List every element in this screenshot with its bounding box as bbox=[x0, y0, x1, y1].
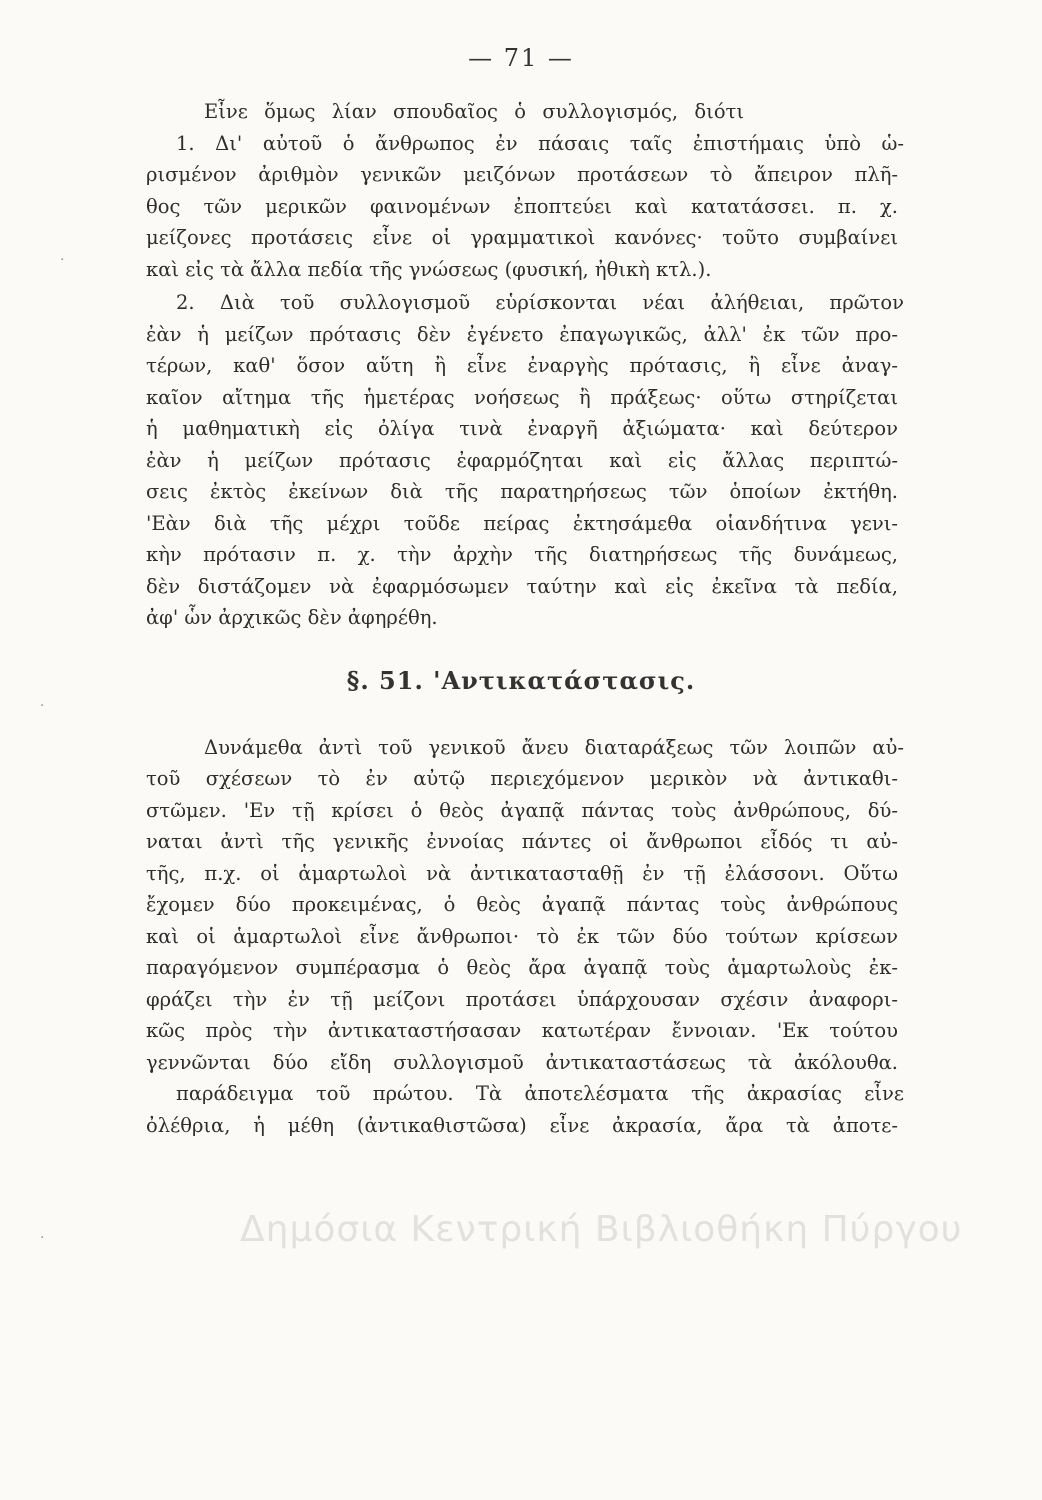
text-line: ἀφ' ὧν ἀρχικῶς δὲν ἀφηρέθη. bbox=[146, 606, 438, 629]
text-line: παράδειγμα τοῦ πρώτου. Τὰ ἀποτελέσματα τῆς ἀκρασίας εἶνε bbox=[176, 1082, 904, 1105]
text-line: καὶ εἰς τὰ ἄλλα πεδία τῆς γνώσεως (φυσική, ἠθικὴ κτλ.). bbox=[146, 257, 712, 281]
text-line: ρισμένον ἀριθμὸν γενικῶν μειζόνων προτάσεων τὸ ἄπειρον πλῆ- bbox=[146, 163, 898, 186]
text-line: καῖον αἴτημα τῆς ἡμετέρας νοήσεως ἢ πράξεως· οὕτω στηρίζεται bbox=[146, 385, 898, 409]
text-line: τέρων, καθ' ὅσον αὕτη ἢ εἶνε ἐναργὴς πρότασις, ἢ εἶνε ἀναγ- bbox=[146, 354, 898, 377]
text-line: ναται ἀντὶ τῆς γενικῆς ἐννοίας πάντες οἱ ἄνθρωποι εἶδός τι αὐ- bbox=[146, 830, 898, 853]
page-number: — 71 — bbox=[468, 44, 574, 72]
text-line: 1. Δι' αὐτοῦ ὁ ἄνθρωπος ἐν πάσαις ταῖς ἐπιστήμαις ὑπὸ ὡ- bbox=[176, 131, 904, 155]
text-line: τοῦ σχέσεων τὸ ἐν αὐτῷ περιεχόμενον μερικὸν νὰ ἀντικαθι- bbox=[146, 767, 898, 790]
text-line: ἡ μαθηματικὴ εἰς ὀλίγα τινὰ ἐναργῆ ἀξιώματα· καὶ δεύτερον bbox=[146, 417, 898, 440]
library-watermark: Δημόσια Κεντρική Βιβλιοθήκη Πύργου bbox=[240, 1209, 963, 1250]
text-line: στῶμεν. 'Εν τῇ κρίσει ὁ θεὸς ἀγαπᾷ πάντας τοὺς ἀνθρώπους, δύ- bbox=[146, 798, 898, 822]
text-line: κῶς πρὸς τὴν ἀντικαταστήσασαν κατωτέραν ἔννοιαν. 'Εκ τούτου bbox=[146, 1019, 898, 1042]
text-line: ἐὰν ἡ μείζων πρότασις ἐφαρμόζηται καὶ εἰς ἄλλας περιπτώ- bbox=[146, 448, 898, 472]
text-line: ἔχομεν δύο προκειμένας, ὁ θεὸς ἀγαπᾷ πάντας τοὺς ἀνθρώπους bbox=[146, 893, 898, 916]
text-line: γεννῶνται δύο εἴδη συλλογισμοῦ ἀντικαταστάσεως τὰ ἀκόλουθα. bbox=[146, 1050, 898, 1074]
text-line: Εἶνε ὅμως λίαν σπουδαῖος ὁ συλλογισμός, διότι bbox=[204, 100, 744, 123]
section-heading: §. 51. 'Αντικατάστασις. bbox=[346, 665, 696, 695]
text-line: παραγόμενον συμπέρασμα ὁ θεὸς ἄρα ἀγαπᾷ τοὺς ἁμαρτωλοὺς ἐκ- bbox=[146, 956, 898, 979]
margin-speck: · bbox=[60, 252, 65, 268]
text-line: τῆς, π.χ. οἱ ἁμαρτωλοὶ νὰ ἀντικατασταθῇ ἐν τῇ ἐλάσσονι. Οὕτω bbox=[146, 861, 898, 885]
margin-speck: · bbox=[40, 698, 45, 714]
text-line: ὀλέθρια, ἡ μέθη (ἀντικαθιστῶσα) εἶνε ἀκρασία, ἄρα τὰ ἀποτε- bbox=[146, 1113, 898, 1137]
text-line: Δυνάμεθα ἀντὶ τοῦ γενικοῦ ἄνευ διαταράξεως τῶν λοιπῶν αὐ- bbox=[204, 735, 904, 759]
text-line: ἐὰν ἡ μείζων πρότασις δὲν ἐγένετο ἐπαγωγικῶς, ἀλλ' ἐκ τῶν προ- bbox=[146, 322, 898, 346]
margin-speck: · bbox=[40, 1230, 45, 1246]
text-line: φράζει τὴν ἐν τῇ μείζονι προτάσει ὑπάρχουσαν σχέσιν ἀναφορι- bbox=[146, 987, 898, 1011]
text-line: σεις ἐκτὸς ἐκείνων διὰ τῆς παρατηρήσεως τῶν ὁποίων ἐκτήθη. bbox=[146, 480, 898, 503]
text-line: θος τῶν μερικῶν φαινομένων ἐποπτεύει καὶ κατατάσσει. π. χ. bbox=[146, 194, 898, 218]
text-line: 'Εὰν διὰ τῆς μέχρι τοῦδε πείρας ἐκτησάμεθα οἱανδήτινα γενι- bbox=[146, 511, 898, 535]
text-line: καὶ οἱ ἁμαρτωλοὶ εἶνε ἄνθρωποι· τὸ ἐκ τῶν δύο τούτων κρίσεων bbox=[146, 924, 898, 948]
text-line: 2. Διὰ τοῦ συλλογισμοῦ εὑρίσκονται νέαι ἀλήθειαι, πρῶτον bbox=[176, 291, 904, 314]
text-line: δὲν διστάζομεν νὰ ἐφαρμόσωμεν ταύτην καὶ εἰς ἐκεῖνα τὰ πεδία, bbox=[146, 574, 898, 598]
text-line: κὴν πρότασιν π. χ. τὴν ἀρχὴν τῆς διατηρήσεως τῆς δυνάμεως, bbox=[146, 543, 898, 566]
text-line: μείζονες προτάσεις εἶνε οἱ γραμματικοὶ κανόνες· τοῦτο συμβαίνει bbox=[146, 226, 898, 249]
